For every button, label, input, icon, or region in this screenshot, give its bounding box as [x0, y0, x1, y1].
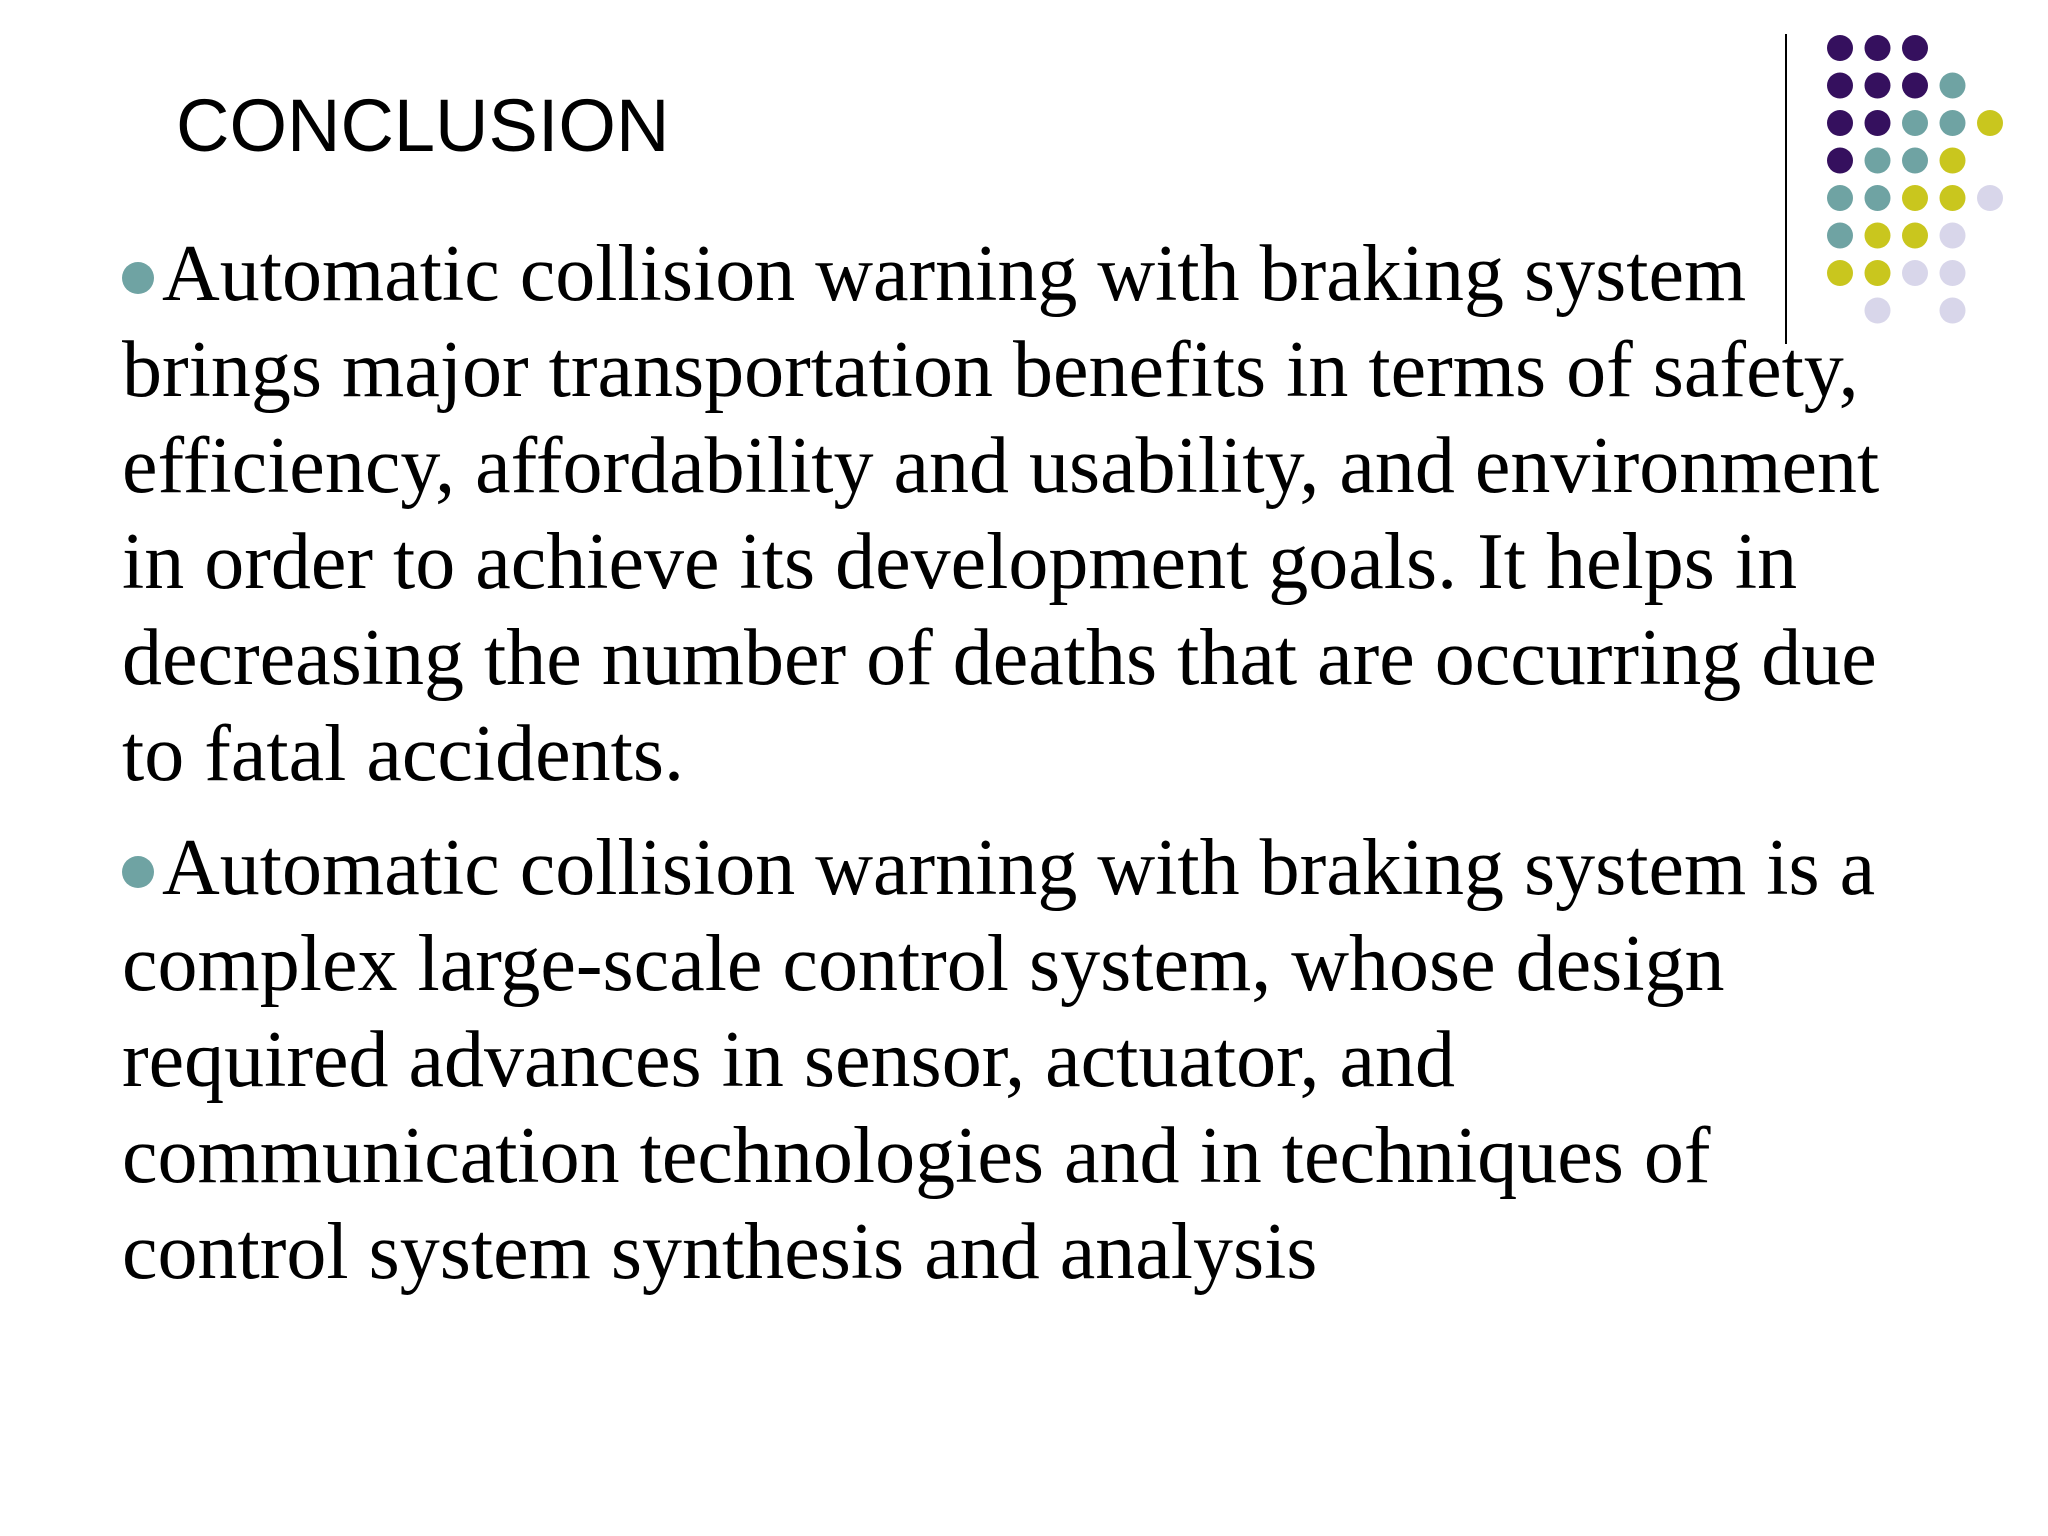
decorative-dot [1940, 185, 1966, 211]
decorative-dot [1827, 35, 1853, 61]
decorative-dot [1977, 110, 2003, 136]
decorative-dot [1902, 35, 1928, 61]
decorative-dot [1865, 73, 1891, 99]
bullet-dot-icon [122, 856, 154, 888]
bullet-list [122, 226, 1922, 1300]
decorative-dot [1940, 298, 1966, 324]
decorative-dot [1827, 110, 1853, 136]
decorative-dot [1902, 185, 1928, 211]
slide-title: CONCLUSION [176, 84, 670, 167]
decorative-dot [1940, 260, 1966, 286]
decorative-dot [1827, 148, 1853, 174]
decorative-dot [1865, 35, 1891, 61]
bullet-item-1 [122, 226, 1922, 802]
decorative-dot [1977, 185, 2003, 211]
decorative-dot [1865, 110, 1891, 136]
bullet-text-1: Automatic collision warning with braking system brings major transportation benefits in terms of safety, efficiency, affordability and usability, and environment in order to achieve its development goals. It helps in decreasing the number of deaths that are occurring due to fatal accidents. [122, 230, 1880, 798]
bullet-dot-icon [122, 262, 154, 294]
decorative-dot [1940, 223, 1966, 249]
bullet-item-2 [122, 820, 1922, 1300]
decorative-dot [1827, 73, 1853, 99]
decorative-dot [1940, 148, 1966, 174]
decorative-dot [1902, 110, 1928, 136]
decorative-dot [1940, 73, 1966, 99]
decorative-dot [1865, 148, 1891, 174]
decorative-dot [1902, 73, 1928, 99]
bullet-text-2: Automatic collision warning with braking system is a complex large-scale control system, whose design required advances in sensor, actuator, and communication technologies and in techniques of control system synthesis and analysis [122, 824, 1876, 1296]
decorative-dot [1827, 185, 1853, 211]
decorative-dot [1940, 110, 1966, 136]
decorative-dot [1902, 148, 1928, 174]
decorative-dot [1865, 185, 1891, 211]
